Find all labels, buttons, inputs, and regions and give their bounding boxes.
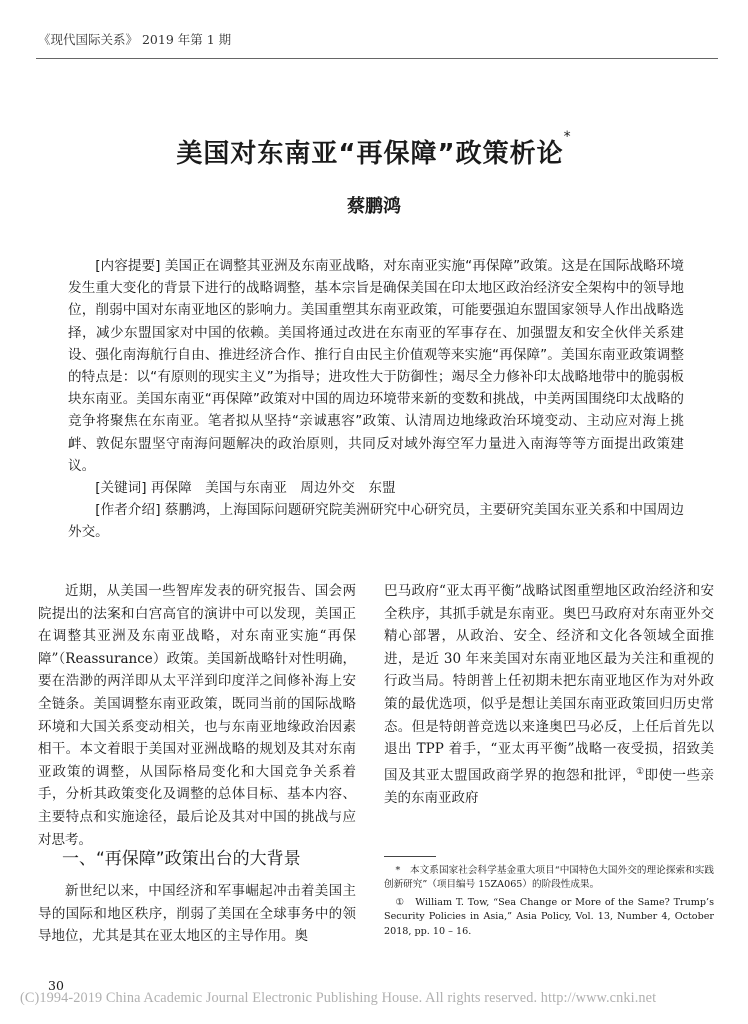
title-footnote-mark: * — [563, 129, 572, 145]
footnote-reference: ① — [635, 766, 645, 777]
body-paragraph: 新世纪以来，中国经济和军事崛起冲击着美国主导的国际和地区秩序，削弱了美国在全球事务中的领导地位，尤其是其在亚太地区的主导作用。奥 — [38, 883, 356, 945]
right-paragraph-end: 即使一些亲美的东南亚政府 — [384, 767, 715, 806]
footnote-funding: * 本文系国家社会科学基金重大项目“中国特色大国外交的理论探索和实践创新研究”（项目编号 15ZA065）的阶段性成果。 — [384, 865, 714, 891]
keywords: [关键词] 再保障 美国与东南亚 周边外交 东盟 — [95, 480, 396, 497]
body-paragraph — [384, 580, 714, 809]
footnote-rule — [384, 856, 436, 857]
running-head: 《现代国际关系》 2019 年第 1 期 — [38, 32, 232, 47]
left-column-continued — [38, 880, 356, 948]
abstract-block — [68, 255, 684, 544]
right-column — [384, 580, 714, 809]
author-name: 蔡鹏鸿 — [347, 196, 401, 217]
author-intro: [作者介绍] 蔡鹏鸿，上海国际问题研究院美洲研究中心研究员，主要研究美国东亚关系和中国周边外交。 — [68, 502, 684, 541]
section-heading: 一、“再保障”政策出台的大背景 — [62, 849, 301, 869]
title-text: 美国对东南亚“再保障”政策析论 — [176, 139, 564, 169]
article-title — [0, 129, 748, 170]
left-column — [38, 580, 356, 851]
footnote-citation: ① William T. Tow, “Sea Change or More of the Same? Trump’s Security Policies in Asia,” Asia Policy, Vol. 13, Number 4, October 2018, pp. 10 – 16. — [384, 896, 714, 937]
footnotes — [384, 864, 714, 942]
copyright-watermark: (C)1994-2019 China Academic Journal Electronic Publishing House. All rights reserved. http://www.cnki.net — [20, 990, 657, 1006]
right-paragraph-text: 巴马政府“亚太再平衡”战略试图重塑地区政治经济和安全秩序，其抓手就是东南亚。奥巴马政府对东南亚外交精心部署，从政治、安全、经济和文化各领域全面推进，是近 30 年来美国对东南亚地区最为关注和重视的行政当局。特朗普上任初期未把东南亚地区作为对外政策的最优选项，似乎是想让美国东南亚政策回归历史常态。但是特朗普竞选以来逢奥巴马必反，上任后首先以退出 TPP 着手，“亚太再平衡”战略一夜受损，招致美国及其亚太盟国政商学界的抱怨和批评， — [384, 583, 714, 784]
page-number: 30 — [48, 978, 64, 993]
abstract-summary: [内容提要] 美国正在调整其亚洲及东南亚战略，对东南亚实施“再保障”政策。这是在国际战略环境发生重大变化的背景下进行的战略调整，基本宗旨是确保美国在印太地区政治经济安全架构中的领导地位，削弱中国对东南亚地区的影响力。美国重塑其东南亚政策，可能要强迫东盟国家领导人作出战略选择，减少东盟国家对中国的依赖。美国将通过改进在东南亚的军事存在、加强盟友和安全伙伴关系建设、强化南海航行自由、推进经济合作、推行自由民主价值观等来实施“再保障”。美国东南亚政策调整的特点是：以“有原则的现实主义”为指导；进攻性大于防御性；竭尽全力修补印太战略地带中的脆弱板块东南亚。美国东南亚“再保障”政策对中国的周边环境带来新的变数和挑战，中美两国围绕印太战略的竞争将聚焦在东南亚。笔者拟从坚持“亲诚惠容”政策、认清周边地缘政治环境变动、主动应对海上挑衅、敦促东盟坚守南海问题解决的政治原则，共同反对域外海空军力量进入南海等等方面提出政策建议。 — [68, 258, 684, 474]
body-paragraph: 近期，从美国一些智库发表的研究报告、国会两院提出的法案和白宫高官的演讲中可以发现，美国正在调整其亚洲及东南亚战略，对东南亚实施“再保障”（Reassurance）政策。美国新战略针对性明确，要在浩渺的两洋即从太平洋到印度洋之间修补海上安全链条。美国调整东南亚政策，既同当前的国际战略环境和大国关系变动相关，也与东南亚地缘政治因素相干。本文着眼于美国对亚洲战略的规划及其对东南亚政策的调整，从国际格局变化和大国竞争关系着手，分析其政策变化及调整的总体目标、基本内容、主要特点和实施途径，最后论及其对中国的挑战与应对思考。 — [38, 583, 356, 848]
header-rule — [36, 58, 718, 59]
